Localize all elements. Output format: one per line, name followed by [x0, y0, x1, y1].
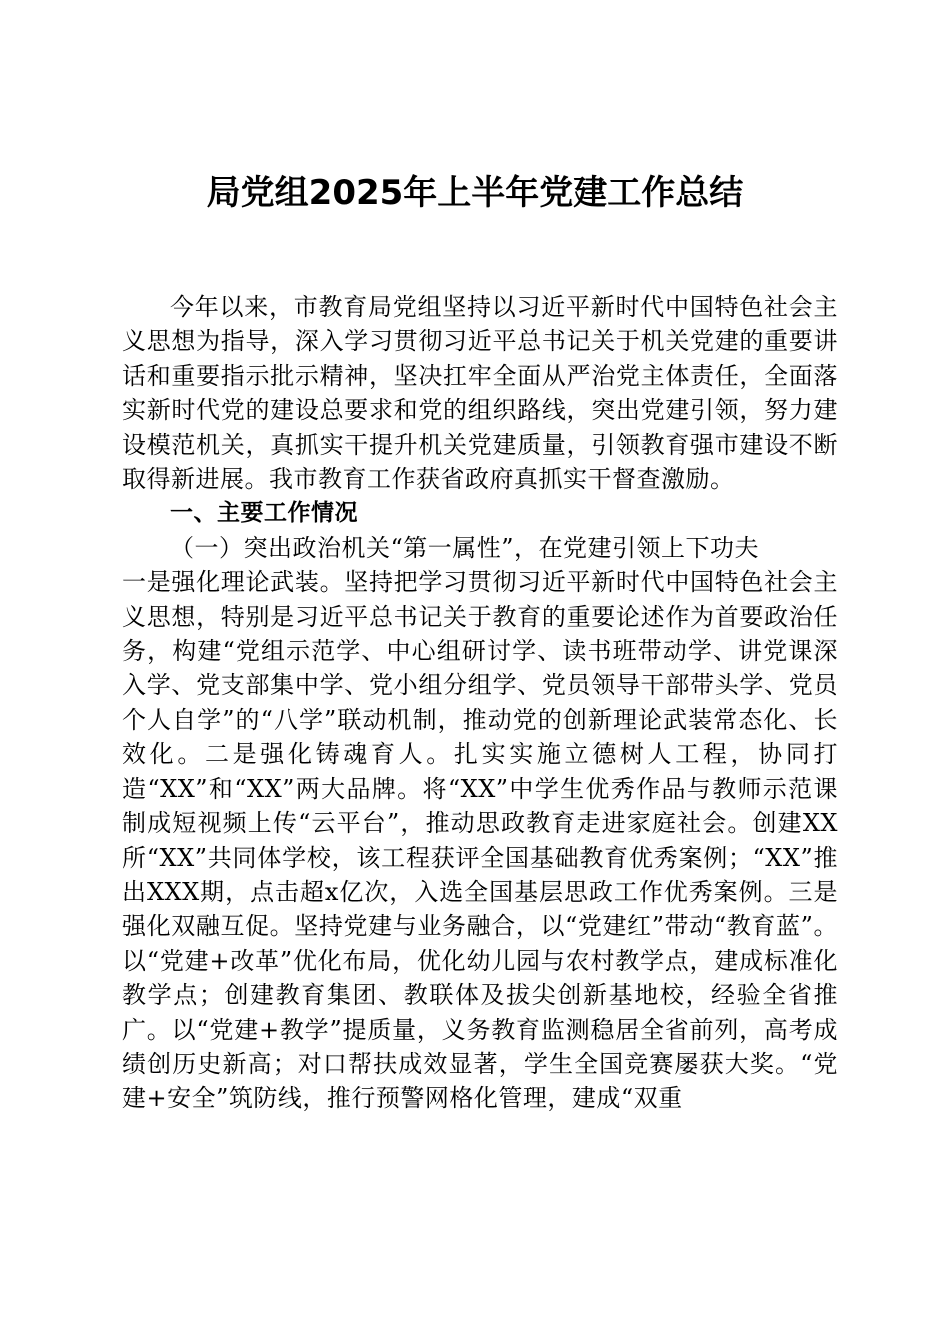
document-title: 局党组2025年上半年党建工作总结: [206, 173, 744, 213]
body-paragraph: 一是强化理论武装。坚持把学习贯彻习近平新时代中国特色社会主义思想，特别是习近平总书记关于教育的重要论述作为首要政治任务，构建“党组示范学、中心组研讨学、读书班带动学、讲党课深入学、党支部集中学、党小组分组学、党员领导干部带头学、党员个人自学”的“八学”联动机制，推动党的创新理论武装常态化、长效化。二是强化铸魂育人。扎实实施立德树人工程，协同打造“XX”和“XX”两大品牌。将“XX”中学生优秀作品与教师示范课制成短视频上传“云平台”，推动思政教育走进家庭社会。创建XX所“XX”共同体学校，该工程获评全国基础教育优秀案例；“XX”推出XXX期，点击超x亿次，入选全国基层思政工作优秀案例。三是强化双融互促。坚持党建与业务融合，以“党建红”带动“教育蓝”。以“党建+改革”优化布局，优化幼儿园与农村教学点，建成标准化教学点；创建教育集团、教联体及拔尖创新基地校，经验全省推广。以“党建+教学”提质量，义务教育监测稳居全省前列，高考成绩创历史新高；对口帮扶成效显著，学生全国竞赛屡获大奖。“党建+安全”筑防线，推行预警网格化管理，建成“双重: [122, 568, 838, 1113]
subsection-heading: （一）突出政治机关“第一属性”，在党建引领上下功夫: [170, 533, 760, 562]
document-body: [122, 290, 838, 1116]
section-heading: 一、主要工作情况: [170, 500, 358, 527]
intro-paragraph: 今年以来，市教育局党组坚持以习近平新时代中国特色社会主义思想为指导，深入学习贯彻习近平总书记关于机关党建的重要讲话和重要指示批示精神，坚决扛牢全面从严治党主体责任，全面落实新时代党的建设总要求和党的组织路线，突出党建引领，努力建设模范机关，真抓实干提升机关党建质量，引领教育强市建设不断取得新进展。我市教育工作获省政府真抓实干督查激励。: [122, 293, 838, 494]
